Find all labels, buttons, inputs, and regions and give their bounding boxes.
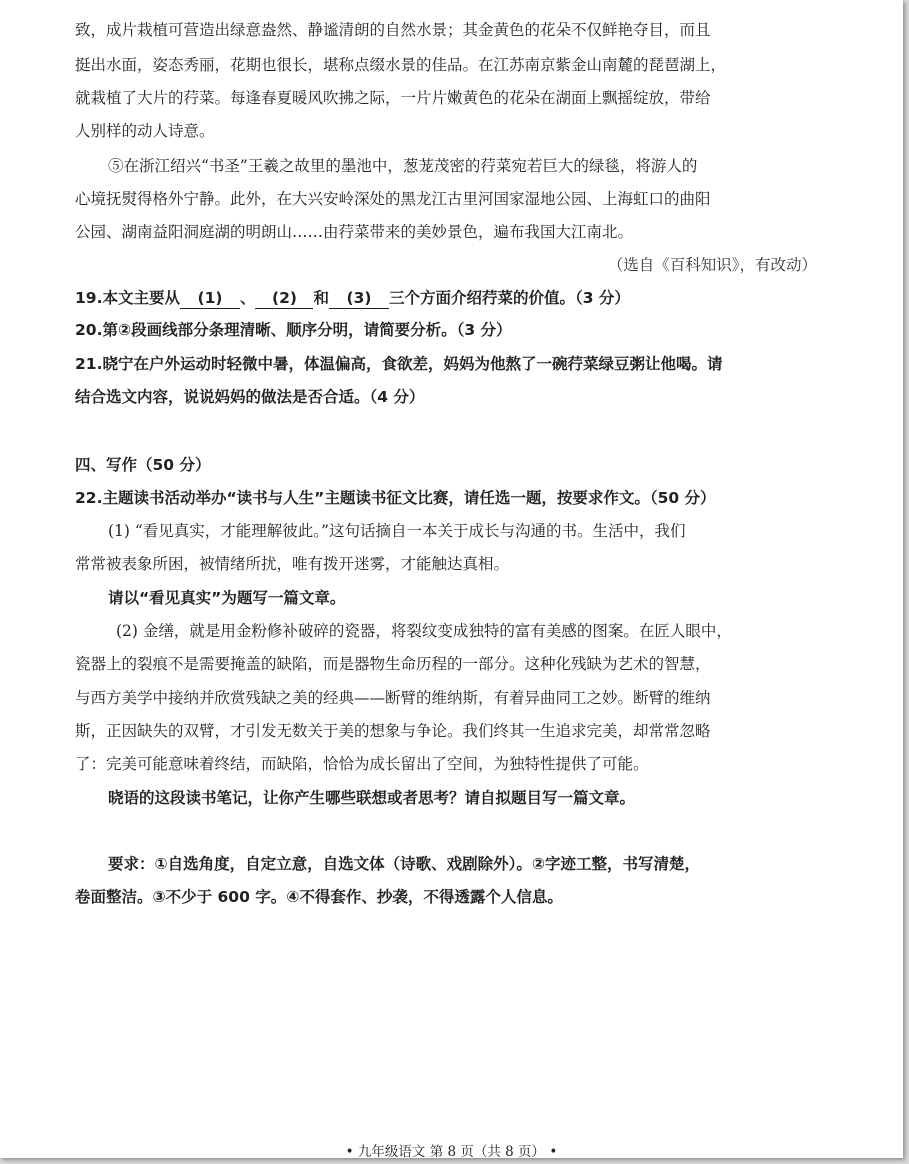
question-19 [75, 288, 630, 309]
option-2-task: 晓语的这段读书笔记，让你产生哪些联想或者思考？请自拟题目写一篇文章。 [108, 789, 636, 807]
source-citation: （选自《百科知识》，有改动） [607, 256, 817, 274]
paragraph-5-line: ⑤在浙江绍兴“书圣”王羲之故里的墨池中，葱茏茂密的荇菜宛若巨大的绿毯，将游人的 [108, 157, 698, 175]
writing-section-title: 四、写作（50 分） [75, 456, 211, 474]
option-2-line: 与西方美学中接纳并欣赏残缺之美的经典——断臂的维纳斯，有着异曲同工之妙。断臂的维纳 [75, 689, 711, 707]
option-1-task: 请以“看见真实”为题写一篇文章。 [108, 589, 346, 607]
answer-blank-2: (2) [255, 288, 313, 309]
question-21-line: 结合选文内容，说说妈妈的做法是否合适。（4 分） [75, 388, 425, 406]
answer-blank-1: (1) [180, 288, 240, 309]
passage-line: 致，成片栽植可营造出绿意盎然、静谧清朗的自然水景；其金黄色的花朵不仅鲜艳夺目，而且 [75, 21, 711, 39]
paragraph-5-line: 心境抚熨得格外宁静。此外，在大兴安岭深处的黑龙江古里河国家湿地公园、上海虹口的曲阳 [75, 190, 711, 208]
passage-line: 挺出水面，姿态秀丽，花期也很长，堪称点缀水景的佳品。在江苏南京紫金山南麓的琵琶湖上， [75, 56, 727, 74]
passage-line: 就栽植了大片的荇菜。每逢春夏暖风吹拂之际，一片片嫩黄色的花朵在湖面上飘摇绽放，带给 [75, 89, 711, 107]
option-2-line: 斯，正因缺失的双臂，才引发无数关于美的想象与争论。我们终其一生追求完美，却常常忽略 [75, 722, 711, 740]
question-19-text: 三个方面介绍荇菜的价值。（3 分） [389, 289, 630, 307]
passage-line: 人别样的动人诗意。 [75, 122, 215, 140]
question-20: 20.第②段画线部分条理清晰、顺序分明，请简要分析。（3 分） [75, 321, 512, 339]
requirements-line: 要求：①自选角度，自定立意，自选文体（诗歌、戏剧除外）。②字迹工整，书写清楚， [108, 855, 700, 873]
page-footer: • 九年级语文 第 8 页（共 8 页） • [345, 1144, 558, 1160]
option-2-line: 瓷器上的裂痕不是需要掩盖的缺陷，而是器物生命历程的一部分。这种化残缺为艺术的智慧， [75, 655, 711, 673]
separator: 和 [313, 289, 329, 307]
requirements-line: 卷面整洁。③不少于 600 字。④不得套作、抄袭，不得透露个人信息。 [75, 888, 563, 906]
question-21-line: 21.晓宁在户外运动时轻微中暑，体温偏高，食欲差，妈妈为他熬了一碗荇菜绿豆粥让他喝。请 [75, 355, 723, 373]
option-2-line: 了：完美可能意味着终结，而缺陷，恰恰为成长留出了空间，为独特性提供了可能。 [75, 755, 649, 773]
separator: 、 [239, 289, 256, 307]
option-2-line: (2) 金缮，就是用金粉修补破碎的瓷器，将裂纹变成独特的富有美感的图案。在匠人眼中， [116, 622, 732, 640]
option-1-line: 常常被表象所困，被情绪所扰，唯有拨开迷雾，才能触达真相。 [75, 555, 510, 573]
answer-blank-3: (3) [329, 288, 389, 309]
option-1-line: (1) “看见真实，才能理解彼此。”这句话摘自一本关于成长与沟通的书。生活中，我们 [108, 522, 686, 540]
question-22: 22.主题读书活动举办“读书与人生”主题读书征文比赛，请任选一题，按要求作文。（50 分） [75, 489, 716, 507]
paragraph-5-line: 公园、湖南益阳洞庭湖的明朗山……由荇菜带来的美妙景色，遍布我国大江南北。 [75, 223, 634, 241]
question-19-text: 19.本文主要从 [75, 289, 180, 307]
